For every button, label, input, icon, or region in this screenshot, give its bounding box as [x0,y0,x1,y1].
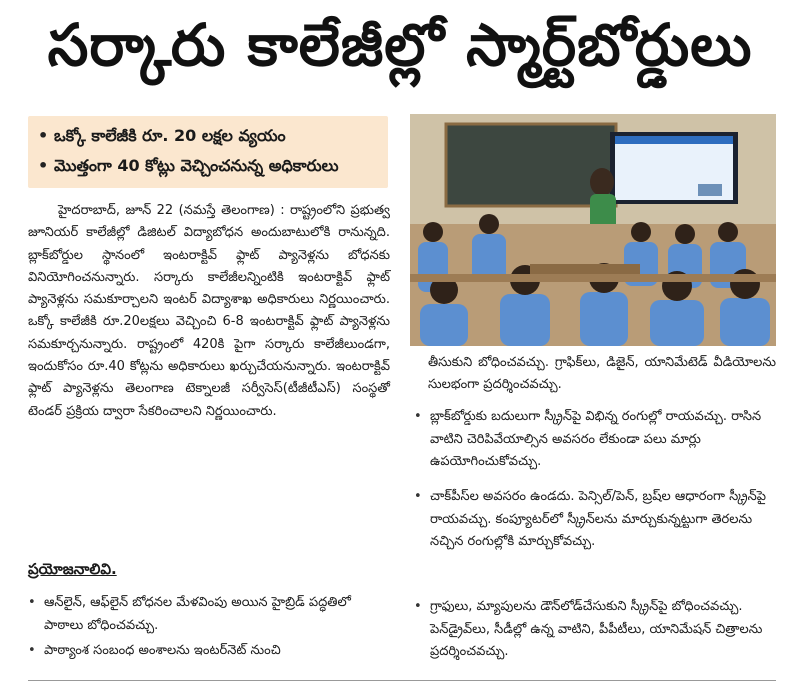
bullet-dot-icon: • [414,489,422,504]
left-body-column [28,200,390,550]
bullet-dot-icon: • [414,409,422,424]
classroom-photo [410,114,776,346]
continuation-text: తీసుకుని బోధించవచ్చు. గ్రాఫిక్‌లు, డిజైన్, యానిమేటెడ్ వీడియోలను సులభంగా ప్రదర్శించవచ్చు. [428,355,776,393]
benefit-item: • పాఠ్యాంశ సంబంధ అంశాలను ఇంటర్‌నెట్ నుంచి [28,640,390,663]
highlights-box [28,116,388,188]
benefits-heading: ప్రయోజనాలివి. [28,560,117,578]
highlight-item: • ఒక్కో కాలేజీకి రూ. 20 లక్షల వ్యయం [38,124,286,148]
bullet-dot-icon: • [414,599,422,614]
benefit-item: • బ్లాక్‌బోర్డుకు బదులుగా స్క్రీన్‌పై విభిన్న రంగుల్లో రాయవచ్చు. రాసిన వాటిని చెరిపివేయాల్సిన అవసరం లేకుండా పలు మార్లు ఉపయోగించుకోవచ్చు. [414,406,776,474]
benefit-item: • చాక్‌పీస్‌ల అవసరం ఉండదు. పెన్సిల్/పెన్, బ్రష్‌ల ఆధారంగా స్క్రీన్‌పై రాయవచ్చు. కంప్యూటర్‌లో స్క్రీన్‌లను మార్చుకున్నట్టుగా తెరలను నచ్చిన రంగుల్లోకి మార్చుకోవచ్చు. [414,486,776,554]
headline: సర్కారు కాలేజీల్లో స్మార్ట్‌బోర్డులు [47,11,753,79]
benefit-item: • గ్రాఫులు, మ్యాపులను డౌన్‌లోడ్‌చేసుకుని స్క్రీన్‌పై బోధించవచ్చు. పెన్‌డ్రైవ్‌లు, సీడీల్లో ఉన్న వాటిని, పీపీటీలు, యానిమేషన్ చిత్రాలను ప్రదర్శించవచ్చు. [414,596,776,664]
body-paragraph: హైదరాబాద్, జూన్ 22 (నమస్తే తెలంగాణ) : రాష్ట్రంలోని ప్రభుత్వ జూనియర్ కాలేజీల్లో డిజిటల్ విద్యాబోధన అందుబాటులోకి రానున్నది. బ్లాక్‌బోర్డుల స్థానంలో ఇంటరాక్టివ్ ఫ్లాట్ ప్యానెళ్లను బోధనకు వినియోగించనున్నారు. సర్కారు కాలేజీలన్నింటికి ఇంటరాక్టివ్ ఫ్లాట్ ప్యానెళ్లను సమకూర్చాలని ఇంటర్ విద్యాశాఖ అధికారులు నిర్ణయించారు. ఒక్కో కాలేజీకి రూ.20లక్షలు వెచ్చించి 6-8 ఇంటరాక్టివ్ ఫ్లాట్ ప్యానెళ్లను సమకూర్చనున్నారు. రాష్ట్రంలో 420కి పైగా సర్కారు కాలేజీలుండగా, ఇందుకోసం రూ.40 కోట్లను అధికారులు ఖర్చుచేయనున్నారు. ఇంటరాక్టివ్ ఫ్లాట్ ప్యానెళ్లను తెలంగాణ టెక్నాలజీ సర్వీసెస్(టీజీటీఎస్) సంస్థతో టెండర్ ప్రక్రియ ద్వారా సేకరించాలని నిర్ణయించారు. [28,203,390,419]
bottom-rule [28,680,776,681]
right-continuation [428,352,776,397]
bullet-dot-icon: • [28,595,36,610]
bullet-dot-icon: • [28,643,36,658]
highlight-item: • మొత్తంగా 40 కోట్లు వెచ్చించనున్న అధికారులు [38,154,339,178]
bullet-dot-icon: • [38,156,49,175]
bullet-dot-icon: • [38,126,49,145]
benefit-item: • ఆన్‌లైన్, ఆఫ్‌లైన్ బోధనల మేళవింపు అయిన హైబ్రిడ్ పద్ధతిలో పాఠాలు బోధించవచ్చు. [28,592,390,637]
